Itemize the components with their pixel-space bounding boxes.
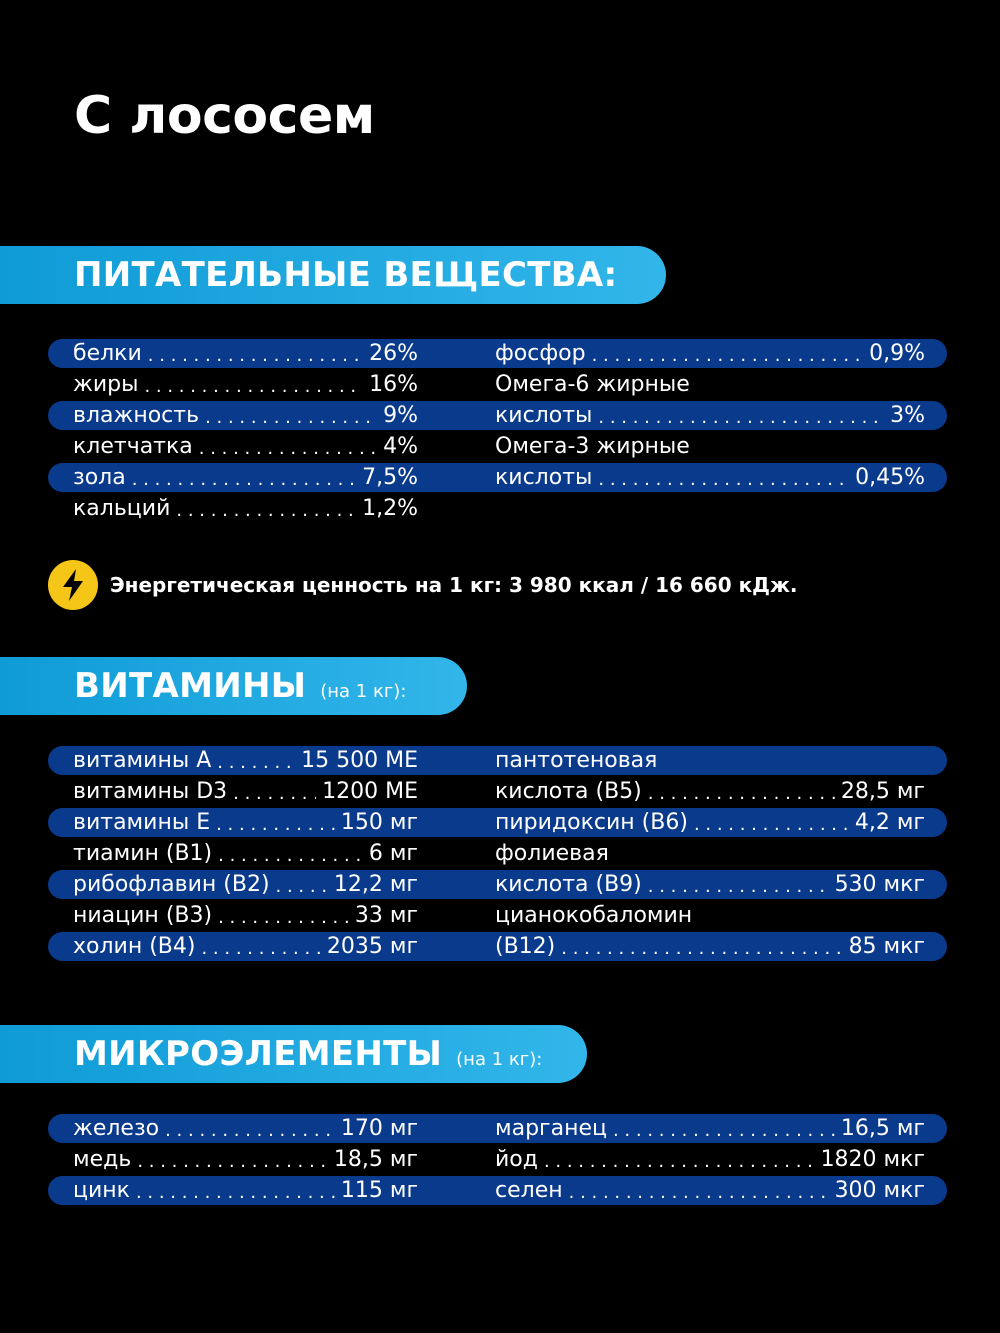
entry-value: 3% bbox=[890, 403, 925, 428]
entry-label: холин (В4) bbox=[73, 934, 196, 959]
entry-label: белки bbox=[73, 341, 142, 366]
right-entry bbox=[495, 431, 925, 462]
entry-value: 1820 мкг bbox=[820, 1147, 925, 1172]
entry-label: кислота (В9) bbox=[495, 872, 642, 897]
dot-leader bbox=[598, 467, 849, 489]
entry-label: пиридоксин (В6) bbox=[495, 810, 688, 835]
entry-label: влажность bbox=[73, 403, 200, 428]
right-entry bbox=[495, 1113, 925, 1144]
dot-leader bbox=[201, 936, 320, 958]
dot-leader bbox=[544, 1149, 815, 1171]
right-entry bbox=[495, 1144, 925, 1175]
dot-leader bbox=[648, 874, 829, 896]
left-entry bbox=[73, 493, 418, 524]
dot-leader bbox=[218, 843, 363, 865]
dot-leader bbox=[217, 750, 295, 772]
dot-leader bbox=[276, 874, 328, 896]
right-entry bbox=[495, 776, 925, 807]
entry-value: 150 мг bbox=[340, 810, 418, 835]
entry-label: цианокобаломин bbox=[495, 903, 693, 928]
entry-value: 1200 МЕ bbox=[322, 779, 418, 804]
entry-label: фолиевая bbox=[495, 841, 609, 866]
right-entry bbox=[495, 369, 925, 400]
entry-value: 170 мг bbox=[340, 1116, 418, 1141]
left-entry bbox=[73, 369, 418, 400]
table-row bbox=[0, 745, 1000, 776]
table-row bbox=[0, 431, 1000, 462]
entry-label: марганец bbox=[495, 1116, 607, 1141]
table-row bbox=[0, 807, 1000, 838]
entry-value: 4,2 мг bbox=[854, 810, 925, 835]
entry-value: 7,5% bbox=[362, 465, 418, 490]
entry-label: цинк bbox=[73, 1178, 130, 1203]
entry-value: 0,9% bbox=[869, 341, 925, 366]
right-entry bbox=[495, 838, 925, 869]
entry-value: 15 500 МЕ bbox=[301, 748, 418, 773]
entry-value: 28,5 мг bbox=[840, 779, 925, 804]
left-entry bbox=[73, 807, 418, 838]
entry-label: витамины D3 bbox=[73, 779, 228, 804]
entry-value: 1,2% bbox=[362, 496, 418, 521]
left-entry bbox=[73, 1175, 418, 1206]
vitamins-table bbox=[0, 745, 1000, 962]
dot-leader bbox=[233, 781, 316, 803]
right-entry bbox=[495, 931, 925, 962]
dot-leader bbox=[165, 1118, 335, 1140]
dot-leader bbox=[144, 374, 363, 396]
lightning-icon bbox=[48, 560, 98, 610]
dot-leader bbox=[137, 1149, 328, 1171]
entry-label: кислоты bbox=[495, 465, 593, 490]
table-row bbox=[0, 462, 1000, 493]
entry-value: 0,45% bbox=[855, 465, 925, 490]
minerals-banner bbox=[0, 1025, 587, 1083]
entry-value: 16% bbox=[369, 372, 418, 397]
entry-value: 115 мг bbox=[340, 1178, 418, 1203]
entry-value: 26% bbox=[369, 341, 418, 366]
entry-value: 530 мкг bbox=[834, 872, 925, 897]
left-entry bbox=[73, 338, 418, 369]
entry-label: Омега-6 жирные bbox=[495, 372, 690, 397]
dot-leader bbox=[148, 343, 363, 365]
left-entry bbox=[73, 1113, 418, 1144]
entry-label: жиры bbox=[73, 372, 139, 397]
table-row bbox=[0, 1175, 1000, 1206]
left-entry bbox=[73, 745, 418, 776]
entry-value: 300 мкг bbox=[834, 1178, 925, 1203]
table-row bbox=[0, 869, 1000, 900]
dot-leader bbox=[613, 1118, 835, 1140]
entry-value: 18,5 мг bbox=[333, 1147, 418, 1172]
left-entry bbox=[73, 900, 418, 931]
left-entry bbox=[73, 431, 418, 462]
left-entry bbox=[73, 776, 418, 807]
table-row bbox=[0, 400, 1000, 431]
entry-label: кислоты bbox=[495, 403, 593, 428]
right-entry bbox=[495, 745, 925, 776]
energy-line bbox=[48, 560, 798, 610]
entry-label: фосфор bbox=[495, 341, 586, 366]
table-row bbox=[0, 493, 1000, 524]
entry-value: 85 мкг bbox=[848, 934, 925, 959]
entry-label: пантотеновая bbox=[495, 748, 658, 773]
entry-label: кальций bbox=[73, 496, 171, 521]
table-row bbox=[0, 900, 1000, 931]
right-entry bbox=[495, 493, 925, 524]
table-row bbox=[0, 776, 1000, 807]
entry-label: тиамин (В1) bbox=[73, 841, 213, 866]
minerals-subheading: (на 1 кг): bbox=[456, 1048, 543, 1070]
entry-value: 9% bbox=[383, 403, 418, 428]
entry-label: Омега-3 жирные bbox=[495, 434, 690, 459]
entry-value: 16,5 мг bbox=[840, 1116, 925, 1141]
table-row bbox=[0, 931, 1000, 962]
table-row bbox=[0, 1113, 1000, 1144]
entry-value: 2035 мг bbox=[326, 934, 418, 959]
entry-label: клетчатка bbox=[73, 434, 193, 459]
dot-leader bbox=[694, 812, 849, 834]
right-entry bbox=[495, 900, 925, 931]
left-entry bbox=[73, 1144, 418, 1175]
dot-leader bbox=[136, 1180, 335, 1202]
entry-value: 33 мг bbox=[354, 903, 418, 928]
entry-value: 4% bbox=[383, 434, 418, 459]
left-entry bbox=[73, 462, 418, 493]
entry-label: медь bbox=[73, 1147, 132, 1172]
entry-label: витамины А bbox=[73, 748, 212, 773]
left-entry bbox=[73, 869, 418, 900]
left-entry bbox=[73, 400, 418, 431]
dot-leader bbox=[648, 781, 835, 803]
dot-leader bbox=[561, 936, 842, 958]
left-entry bbox=[73, 931, 418, 962]
entry-label: кислота (В5) bbox=[495, 779, 642, 804]
nutrients-table bbox=[0, 338, 1000, 524]
table-row bbox=[0, 1144, 1000, 1175]
vitamins-heading: ВИТАМИНЫ bbox=[74, 666, 307, 706]
right-entry bbox=[495, 807, 925, 838]
right-entry bbox=[495, 462, 925, 493]
dot-leader bbox=[176, 498, 356, 520]
vitamins-subheading: (на 1 кг): bbox=[320, 680, 407, 702]
entry-label: селен bbox=[495, 1178, 563, 1203]
table-row bbox=[0, 838, 1000, 869]
dot-leader bbox=[592, 343, 863, 365]
entry-label: рибофлавин (В2) bbox=[73, 872, 270, 897]
entry-label: железо bbox=[73, 1116, 160, 1141]
entry-label: йод bbox=[495, 1147, 538, 1172]
minerals-table bbox=[0, 1113, 1000, 1206]
table-row bbox=[0, 338, 1000, 369]
page-title: С лососем bbox=[74, 86, 375, 146]
dot-leader bbox=[132, 467, 356, 489]
dot-leader bbox=[598, 405, 884, 427]
entry-label: (В12) bbox=[495, 934, 556, 959]
minerals-heading: МИКРОЭЛЕМЕНТЫ bbox=[74, 1034, 443, 1074]
dot-leader bbox=[216, 812, 335, 834]
dot-leader bbox=[199, 436, 377, 458]
right-entry bbox=[495, 869, 925, 900]
entry-value: 12,2 мг bbox=[333, 872, 418, 897]
nutrients-heading: ПИТАТЕЛЬНЫЕ ВЕЩЕСТВА: bbox=[74, 255, 618, 295]
entry-label: витамины Е bbox=[73, 810, 211, 835]
nutrients-banner bbox=[0, 246, 666, 304]
entry-label: зола bbox=[73, 465, 126, 490]
entry-label: ниацин (В3) bbox=[73, 903, 213, 928]
vitamins-banner bbox=[0, 657, 467, 715]
right-entry bbox=[495, 400, 925, 431]
dot-leader bbox=[205, 405, 377, 427]
entry-value: 6 мг bbox=[368, 841, 418, 866]
table-row bbox=[0, 369, 1000, 400]
dot-leader bbox=[569, 1180, 829, 1202]
energy-value-text: Энергетическая ценность на 1 кг: 3 980 ккал / 16 660 кДж. bbox=[110, 573, 798, 597]
left-entry bbox=[73, 838, 418, 869]
right-entry bbox=[495, 1175, 925, 1206]
dot-leader bbox=[218, 905, 349, 927]
right-entry bbox=[495, 338, 925, 369]
